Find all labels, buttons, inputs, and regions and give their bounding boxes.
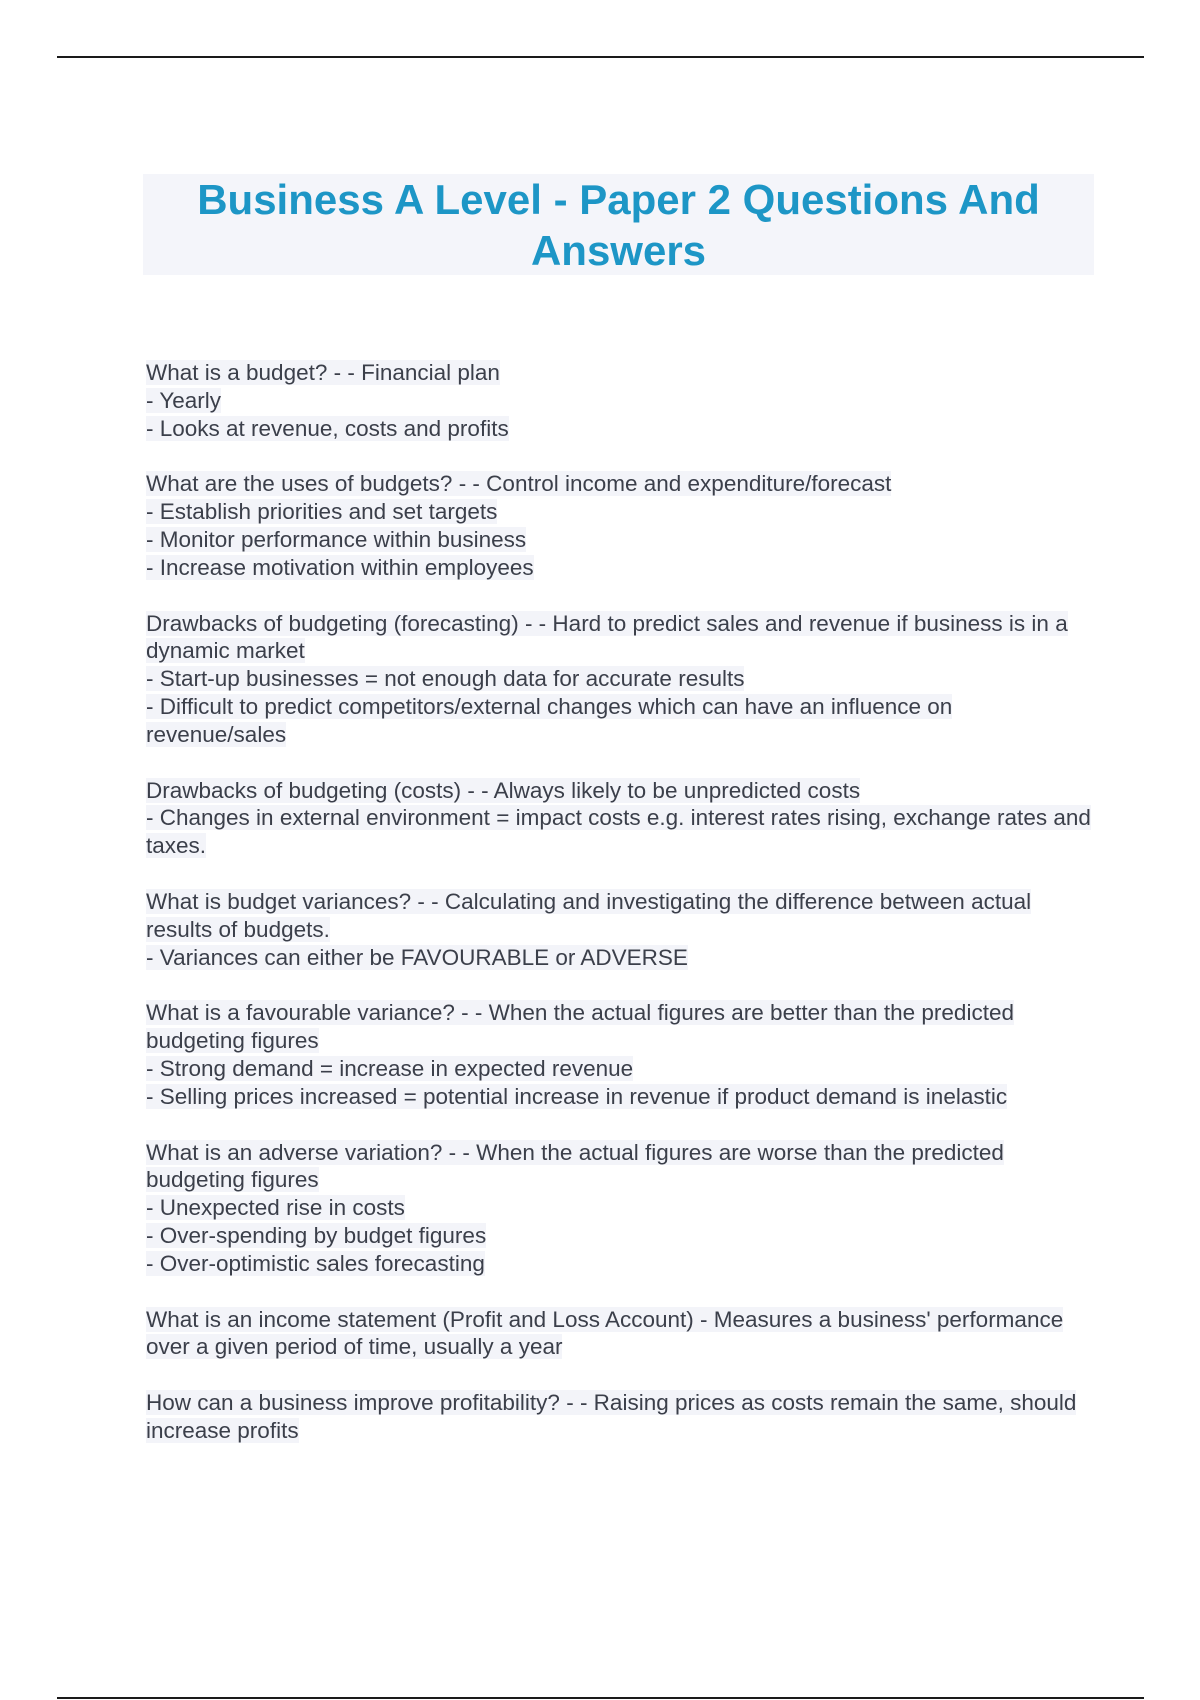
qa-entry [146,1306,1096,1362]
qa-line: - Changes in external environment = impact costs e.g. interest rates rising, exchange rates and taxes. [146,805,1091,859]
document-title: Business A Level - Paper 2 Questions And Answers [197,175,1040,274]
qa-line: How can a business improve profitability? - - Raising prices as costs remain the same, should increase profits [146,1390,1077,1443]
qa-line: - Increase motivation within employees [146,554,534,580]
qa-line: - Difficult to predict competitors/external changes which can have an influence on revenue/sales [146,693,953,747]
qa-content [146,359,1096,1473]
top-rule [57,56,1144,58]
qa-entry [146,777,1096,860]
qa-entry [146,470,1096,581]
qa-line: - Start-up businesses = not enough data for accurate results [146,666,745,692]
qa-line: What is a favourable variance? - - When the actual figures are better than the predicted budgeting figures [146,1000,1014,1054]
qa-line: Drawbacks of budgeting (costs) - - Always likely to be unpredicted costs [146,777,861,803]
qa-line: What is an adverse variation? - - When the actual figures are worse than the predicted budgeting figures [146,1139,1004,1193]
qa-line: - Yearly [146,387,222,413]
qa-line: - Unexpected rise in costs [146,1195,405,1221]
qa-entry [146,359,1096,442]
qa-line: What is budget variances? - - Calculating and investigating the difference between actual results of budgets. [146,888,1032,942]
qa-entry [146,888,1096,971]
qa-line: - Monitor performance within business [146,526,527,552]
qa-entry [146,999,1096,1110]
qa-line: Drawbacks of budgeting (forecasting) - - Hard to predict sales and revenue if business is in a dynamic market [146,610,1068,664]
title-banner [143,174,1094,275]
qa-entry [146,1139,1096,1278]
qa-line: - Looks at revenue, costs and profits [146,415,509,441]
qa-entry [146,1389,1096,1445]
qa-line: - Variances can either be FAVOURABLE or ADVERSE [146,944,688,970]
qa-line: - Strong demand = increase in expected revenue [146,1055,634,1081]
qa-line: What is an income statement (Profit and Loss Account) - Measures a business' performance over a given period of time, usually a year [146,1306,1064,1360]
qa-line: - Selling prices increased = potential increase in revenue if product demand is inelastic [146,1083,1008,1109]
qa-line: - Establish priorities and set targets [146,499,498,525]
qa-line: - Over-optimistic sales forecasting [146,1250,485,1276]
bottom-rule [57,1697,1144,1699]
qa-line: What is a budget? - - Financial plan [146,360,500,385]
qa-entry [146,610,1096,749]
qa-line: What are the uses of budgets? - - Control income and expenditure/forecast [146,471,892,497]
qa-line: - Over-spending by budget figures [146,1222,487,1248]
